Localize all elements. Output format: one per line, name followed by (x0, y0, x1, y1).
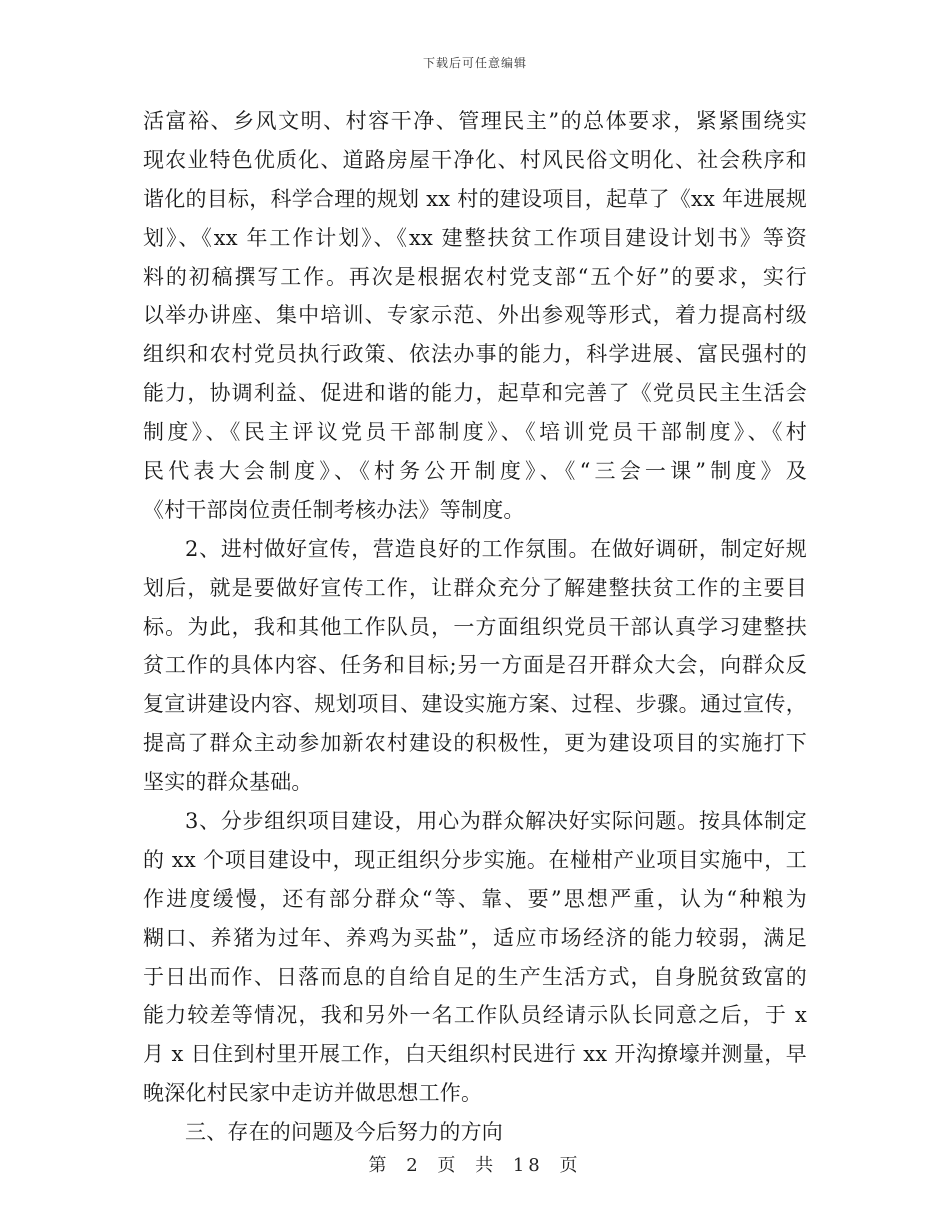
text-line: 坚实的群众基础。 (143, 770, 313, 795)
text-line: 月 x 日住到村里开展工作，白天组织村民进行 xx 开沟撩壕并测量，早 (143, 1042, 807, 1067)
text-line: 标。为此，我和其他工作队员，一方面组织党员干部认真学习建整扶 (143, 614, 807, 639)
text-line: 划》、《xx 年工作计划》、《xx 建整扶贫工作项目建设计划书》等资 (143, 225, 807, 250)
text-line: 谐化的目标，科学合理的规划 xx 村的建设项目，起草了《xx 年进展规 (143, 186, 807, 211)
text-line: 作进度缓慢，还有部分群众“等、靠、要”思想严重，认为“种粮为 (143, 886, 807, 911)
text-line: 能力较差等情况，我和另外一名工作队员经请示队长同意之后，于 x (143, 1003, 807, 1028)
text-line: 组织和农村党员执行政策、依法办事的能力，科学进展、富民强村的 (143, 342, 807, 367)
text-line: 2、进村做好宣传，营造良好的工作氛围。在做好调研，制定好规 (185, 536, 807, 561)
text-line: 料的初稿撰写工作。再次是根据农村党支部“五个好”的要求，实行 (143, 264, 807, 289)
text-line: 提高了群众主动参加新农村建设的积极性，更为建设项目的实施打下 (143, 731, 807, 756)
text-line: 现农业特色优质化、道路房屋干净化、村风民俗文明化、社会秩序和 (143, 147, 807, 172)
text-line: 《村干部岗位责任制考核办法》等制度。 (143, 497, 525, 522)
text-line: 划后，就是要做好宣传工作，让群众充分了解建整扶贫工作的主要目 (143, 575, 807, 600)
text-line: 晚深化村民家中走访并做思想工作。 (143, 1081, 483, 1106)
text-line: 以举办讲座、集中培训、专家示范、外出参观等形式，着力提高村级 (143, 303, 807, 328)
text-line: 的 xx 个项目建设中，现正组织分步实施。在椪柑产业项目实施中，工 (143, 847, 807, 872)
text-line: 民代表大会制度》、《村务公开制度》、《“三会一课”制度》及 (143, 459, 807, 484)
text-line: 能力，协调利益、促进和谐的能力，起草和完善了《党员民主生活会 (143, 381, 807, 406)
page-header-note: 下载后可任意编辑 (422, 56, 527, 70)
page-number: 第 2 页 共 18 页 (368, 1155, 582, 1176)
document-body (143, 102, 807, 1152)
text-line: 三、存在的问题及今后努力的方向 (185, 1120, 503, 1145)
text-line: 3、分步组织项目建设，用心为群众解决好实际问题。按具体制定 (185, 809, 807, 834)
text-line: 于日出而作、日落而息的自给自足的生产生活方式，自身脱贫致富的 (143, 964, 807, 989)
text-line: 活富裕、乡风文明、村容干净、管理民主”的总体要求，紧紧围绕实 (143, 109, 807, 133)
text-line: 贫工作的具体内容、任务和目标;另一方面是召开群众大会，向群众反 (143, 653, 807, 678)
text-line: 制度》、《民主评议党员干部制度》、《培训党员干部制度》、《村 (143, 420, 807, 445)
text-line: 复宣讲建设内容、规划项目、建设实施方案、过程、步骤。通过宣传， (143, 692, 807, 717)
text-line: 糊口、养猪为过年、养鸡为买盐”，适应市场经济的能力较弱，满足 (143, 925, 807, 950)
